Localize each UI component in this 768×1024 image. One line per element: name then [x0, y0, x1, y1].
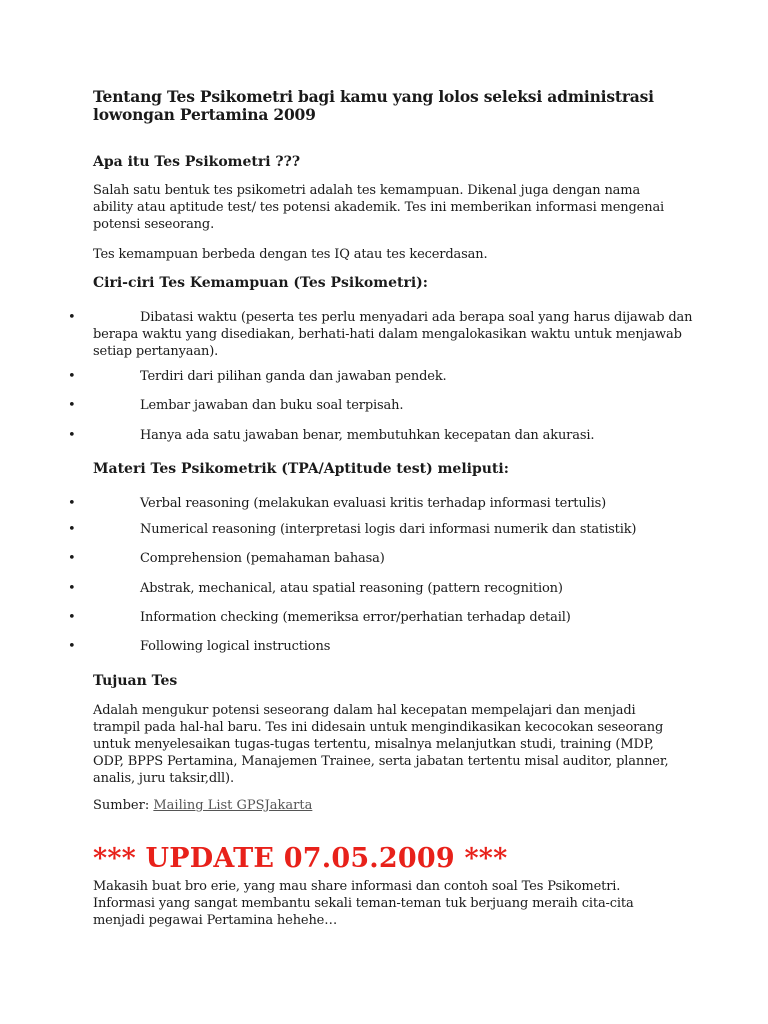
bullet-icon: •: [68, 310, 76, 325]
source-label: Sumber:: [93, 798, 150, 813]
bullet-icon: •: [68, 581, 76, 596]
list-item-text: Hanya ada satu jawaban benar, membutuhkan kecepatan dan akurasi.: [140, 428, 595, 443]
list-item-text: Lembar jawaban dan buku soal terpisah.: [140, 398, 404, 413]
bullet-icon: •: [68, 522, 76, 537]
heading-ciri-ciri: Ciri-ciri Tes Kemampuan (Tes Psikometri):: [93, 275, 428, 291]
list-item-text: Verbal reasoning (melakukan evaluasi kritis terhadap informasi tertulis): [140, 496, 607, 511]
paragraph-tujuan: Adalah mengukur potensi seseorang dalam hal kecepatan mempelajari dan menjadi trampil pada hal-hal baru. Tes ini didesain untuk mengindikasikan kecocokan seseorang untuk menyelesaikan tugas-tugas tertentu, misalnya melanjutkan studi, training (MDP, ODP, BPPS Pertamina, Manajemen Trainee, serta jabatan tertentu misal auditor, planner, analis, juru taksir,dll).: [93, 703, 669, 786]
list-item-text: Following logical instructions: [140, 639, 331, 654]
list-item-text: Information checking (memeriksa error/perhatian terhadap detail): [140, 610, 571, 625]
paragraph-definition: Salah satu bentuk tes psikometri adalah tes kemampuan. Dikenal juga dengan nama ability atau aptitude test/ tes potensi akademik. Tes ini memberikan informasi mengenai potensi seseorang.: [93, 183, 665, 232]
heading-apa-itu: Apa itu Tes Psikometri ???: [93, 154, 301, 170]
bullet-icon: •: [68, 369, 76, 384]
bullet-icon: •: [68, 610, 76, 625]
bullet-icon: •: [68, 639, 76, 654]
bullet-icon: •: [68, 428, 76, 443]
page-title: Tentang Tes Psikometri bagi kamu yang lolos seleksi administrasi lowongan Pertamina 2009: [93, 87, 654, 124]
bullet-icon: •: [68, 551, 76, 566]
paragraph-update: Makasih buat bro erie, yang mau share informasi dan contoh soal Tes Psikometri. Informasi yang sangat membantu sekali teman-teman tuk berjuang meraih cita-cita menjadi pegawai Pertamina hehehe…: [93, 879, 634, 928]
bullet-icon: •: [68, 496, 76, 511]
source-line: [93, 797, 312, 814]
paragraph-iq-difference: Tes kemampuan berbeda dengan tes IQ atau tes kecerdasan.: [93, 247, 488, 262]
list-item-text: Numerical reasoning (interpretasi logis dari informasi numerik dan statistik): [140, 522, 637, 537]
list-item-text: Abstrak, mechanical, atau spatial reasoning (pattern recognition): [140, 581, 563, 596]
bullet-icon: •: [68, 398, 76, 413]
heading-tujuan: Tujuan Tes: [93, 673, 178, 689]
heading-materi: Materi Tes Psikometrik (TPA/Aptitude test) meliputi:: [93, 461, 509, 477]
list-item-text: Comprehension (pemahaman bahasa): [140, 551, 385, 566]
list-item-text: Dibatasi waktu (peserta tes perlu menyadari ada berapa soal yang harus dijawab dan berapa waktu yang disediakan, berhati-hati dalam mengalokasikan waktu untuk menjawab setiap pertanyaan).: [93, 310, 693, 359]
list-item-text: Terdiri dari pilihan ganda dan jawaban pendek.: [140, 369, 447, 384]
update-banner: *** UPDATE 07.05.2009 ***: [93, 843, 508, 874]
source-link[interactable]: Mailing List GPSJakarta: [153, 798, 313, 813]
